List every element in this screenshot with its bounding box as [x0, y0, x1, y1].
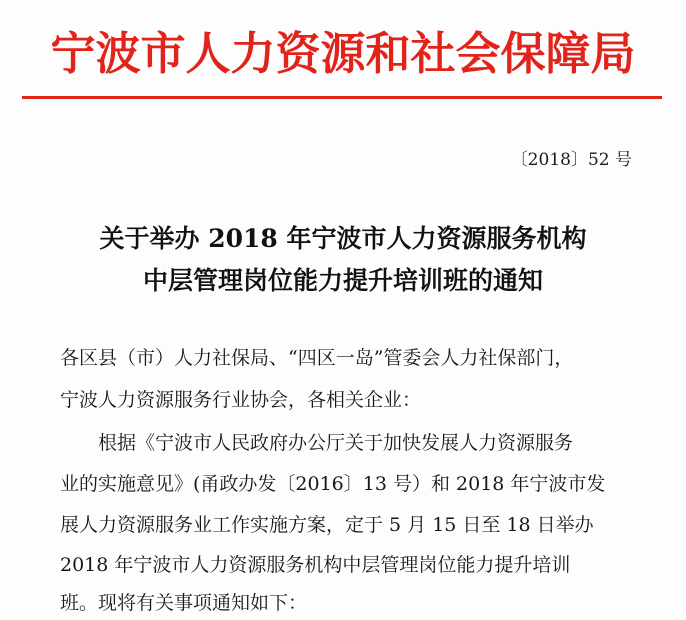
body-line-4: 2018 年宁波市人力资源服务机构中层管理岗位能力提升培训: [60, 554, 571, 576]
document-number: 〔2018〕52 号: [510, 150, 632, 170]
organization-header-title: 宁波市人力资源和社会保障局: [50, 27, 636, 80]
body-line-3: 展人力资源服务业工作实施方案，定于 5 月 15 日至 18 日举办: [60, 514, 594, 536]
header-red-rule: [22, 96, 662, 99]
document-title-line-2: 中层管理岗位能力提升培训班的通知: [142, 266, 543, 295]
document-title-line-1: 关于举办 2018 年宁波市人力资源服务机构: [99, 224, 587, 253]
recipients-line-2: 宁波人力资源服务行业协会，各相关企业：: [60, 389, 422, 411]
body-line-5: 班。现将有关事项通知如下：: [60, 592, 308, 614]
body-line-1: 根据《宁波市人民政府办公厅关于加快发展人力资源服务: [98, 432, 574, 454]
recipients-line-1: 各区县（市）人力社保局、“四区一岛”管委会人力社保部门，: [60, 347, 574, 369]
body-line-2: 业的实施意见》(甬政办发〔2016〕13 号）和 2018 年宁波市发: [60, 473, 606, 495]
